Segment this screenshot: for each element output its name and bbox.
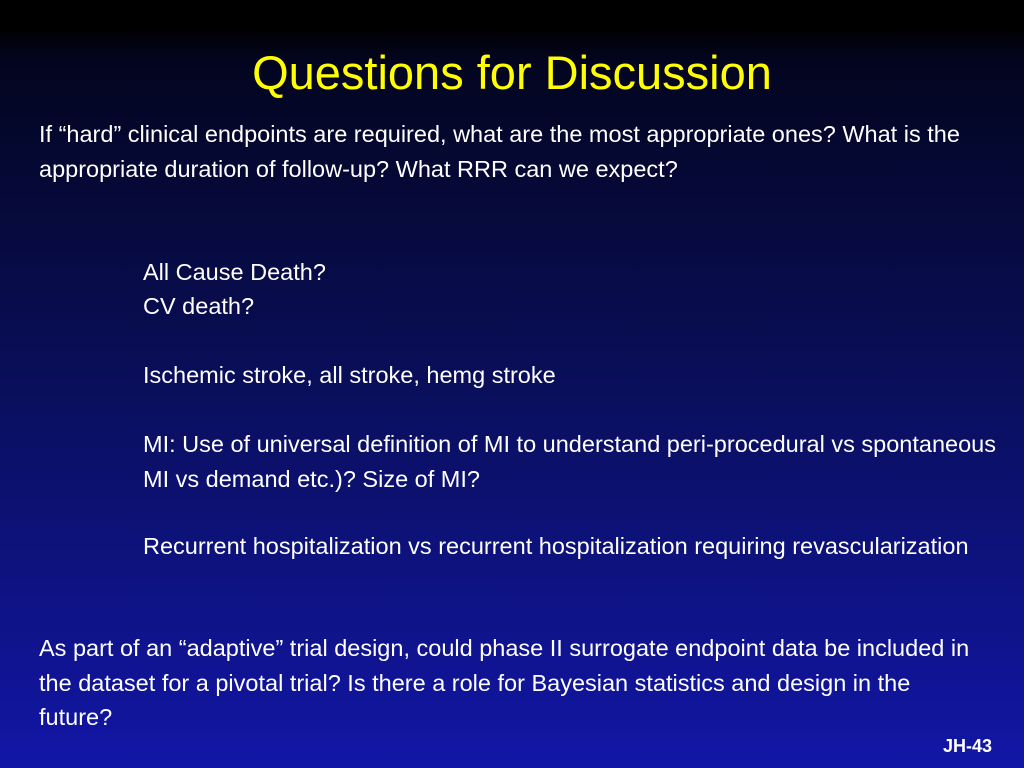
endpoint-all-cause-death: All Cause Death? bbox=[143, 259, 326, 285]
endpoint-stroke: Ischemic stroke, all stroke, hemg stroke bbox=[143, 362, 556, 388]
endpoint-cv-death: CV death? bbox=[143, 293, 255, 319]
slide-title: Questions for Discussion bbox=[252, 46, 772, 99]
adaptive-design-question: As part of an “adaptive” trial design, could phase II surrogate endpoint data be included in the dataset for a pivotal trial? Is there a role for Bayesian statistics and design in the future? bbox=[39, 635, 970, 730]
intro-question: If “hard” clinical endpoints are required, what are the most appropriate ones? What is the appropriate duration of follow-up? What RRR can we expect? bbox=[39, 121, 960, 182]
endpoint-mi: MI: Use of universal definition of MI to understand peri-procedural vs spontaneous MI vs demand etc.)? Size of MI? bbox=[143, 431, 996, 492]
slide-number: JH-43 bbox=[942, 736, 992, 756]
endpoint-hospitalization: Recurrent hospitalization vs recurrent hospitalization requiring revascularization bbox=[143, 533, 969, 559]
